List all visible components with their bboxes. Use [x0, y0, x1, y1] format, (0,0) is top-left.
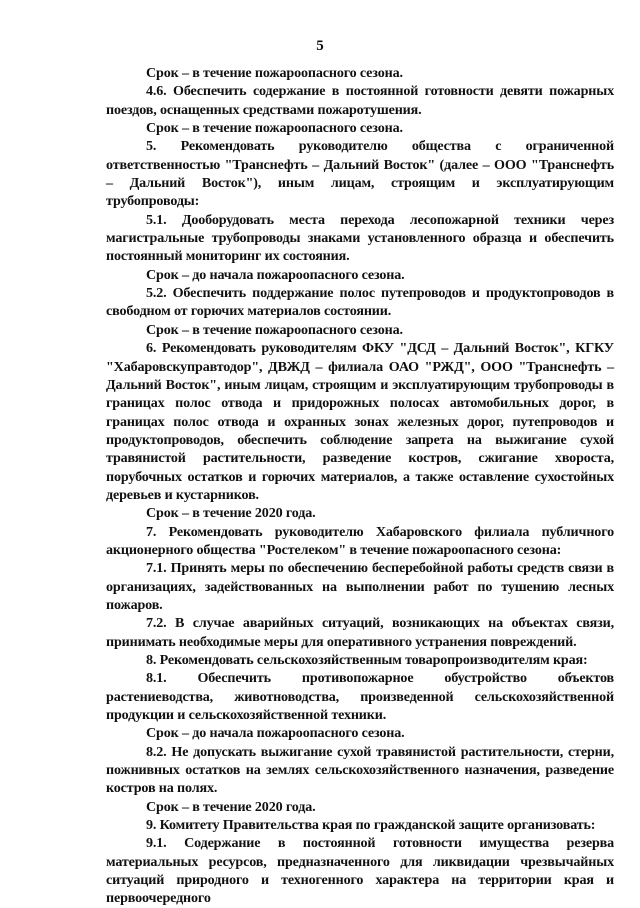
- paragraph: 5.1. Дооборудовать места перехода лесопожарной техники через магистральные трубопроводы знаками установленного образца и обеспечить постоянный мониторинг их состояния.: [106, 211, 614, 265]
- paragraph: 4.6. Обеспечить содержание в постоянной готовности девяти пожарных поездов, оснащенных средствами пожаротушения.: [106, 83, 614, 118]
- paragraph: Срок – до начала пожароопасного сезона.: [146, 725, 405, 742]
- paragraph: Срок – в течение пожароопасного сезона.: [146, 321, 403, 338]
- paragraph: 5.2. Обеспечить поддержание полос путепроводов и продуктопроводов в свободном от горючих материалов состоянии.: [106, 285, 614, 320]
- paragraph: Срок – в течение 2020 года.: [146, 798, 316, 815]
- paragraph: 8.1. Обеспечить противопожарное обустройство объектов растениеводства, животноводства, произведенной сельскохозяйственной продукции и сельскохозяйственной техники.: [106, 670, 614, 724]
- paragraph: 8.2. Не допускать выжигание сухой травянистой растительности, стерни, пожнивных остатков на землях сельскохозяйственного назначения, разведение костров на полях.: [106, 743, 614, 797]
- paragraph: 5. Рекомендовать руководителю общества с ограниченной ответственностью "Транснефть – Дальний Восток" (далее – ООО "Транснефть – Дальний Восток"), иным лицам, строящим и эксплуатирующим трубопроводы:: [106, 138, 614, 210]
- paragraph: 6. Рекомендовать руководителям ФКУ "ДСД – Дальний Восток", КГКУ "Хабаровскуправтодор", ДВЖД – филиала ОАО "РЖД", ООО "Транснефть – Дальний Восток", иным лицам, строящим и эксплуатирующим трубопроводы в границах полос отвода и придорожных полосах автомобильных дорог, в границах полос отвода и охранных зонах железных дорог, путепроводов и продуктопроводов, обеспечить соблюдение запрета на выжигание сухой травянистой растительности, разведение костров, сжигание хвороста, порубочных остатков и горючих материалов, а также оставление сухостойных деревьев и кустарников.: [106, 340, 614, 503]
- paragraph: Срок – в течение 2020 года.: [146, 505, 316, 522]
- paragraph: Срок – в течение пожароопасного сезона.: [146, 65, 403, 81]
- paragraph: Срок – до начала пожароопасного сезона.: [146, 266, 405, 283]
- paragraph: 7.1. Принять меры по обеспечению бесперебойной работы средств связи в организациях, задействованных на выполнении работ по тушению лесных пожаров.: [106, 560, 614, 613]
- paragraph: 7.2. В случае аварийных ситуаций, возникающих на объектах связи, принимать необходимые меры для оперативного устранения повреждений.: [106, 615, 614, 650]
- paragraph: 8. Рекомендовать сельскохозяйственным товаропроизводителям края:: [146, 652, 588, 668]
- page-number: 5: [316, 38, 324, 54]
- paragraph: Срок – в течение пожароопасного сезона.: [146, 120, 403, 137]
- paragraph: 7. Рекомендовать руководителю Хабаровского филиала публичного акционерного общества "Ростелеком" в течение пожароопасного сезона:: [106, 523, 614, 558]
- paragraph: 9. Комитету Правительства края по гражданской защите организовать:: [146, 817, 596, 834]
- paragraph: 9.1. Содержание в постоянной готовности имущества резерва материальных ресурсов, предназначенного для ликвидации чрезвычайных ситуаций природного и техногенного характера на территории края и первоочередного: [106, 835, 614, 907]
- document-body: [106, 64, 614, 908]
